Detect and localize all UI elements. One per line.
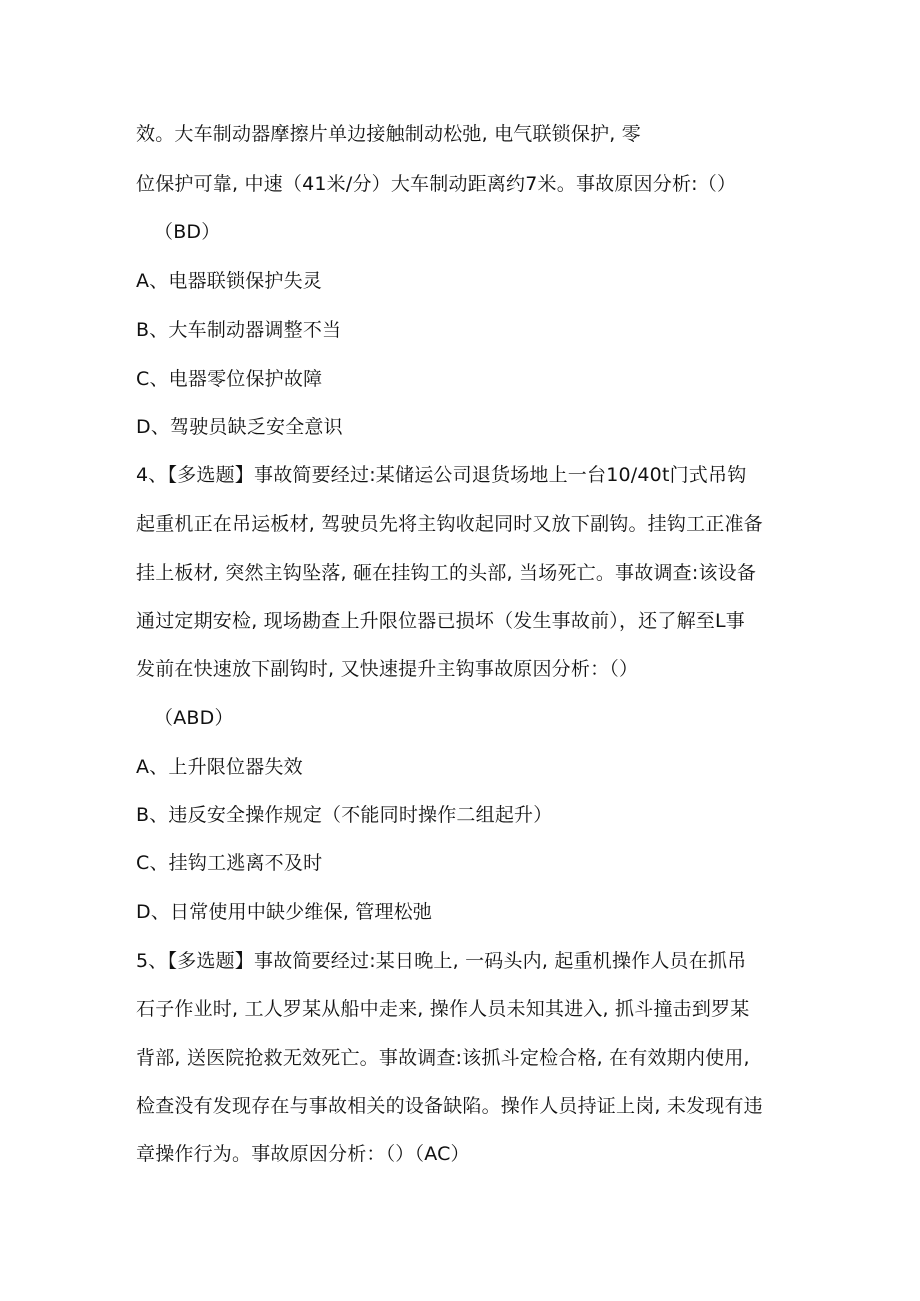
- question-4-line: 挂上板材, 突然主钩坠落, 砸在挂钩工的头部, 当场死亡。事故调查:该设备: [136, 562, 757, 584]
- option-d: D、日常使用中缺少维保, 管理松弛: [136, 901, 433, 923]
- option-b: B、违反安全操作规定（不能同时操作二组起升）: [136, 804, 553, 826]
- question-5-line: 背部, 送医院抢救无效死亡。事故调查:该抓斗定检合格, 在有效期内使用,: [136, 1047, 750, 1069]
- question-4-line: 起重机正在吊运板材, 驾驶员先将主钩收起同时又放下副钩。挂钩工正准备: [136, 513, 763, 535]
- option-a: A、上升限位器失效: [136, 756, 303, 778]
- option-c: C、挂钩工逃离不及时: [136, 852, 323, 874]
- option-c: C、电器零位保护故障: [136, 368, 323, 390]
- text-line: 位保护可靠, 中速（41米/分）大车制动距离约7米。事故原因分析:（）: [136, 173, 737, 195]
- question-5-line: 石子作业时, 工人罗某从船中走来, 操作人员未知其进入, 抓斗撞击到罗某: [136, 998, 750, 1020]
- answer-line: （BD）: [154, 221, 221, 243]
- option-b: B、大车制动器调整不当: [136, 319, 342, 341]
- answer-line: （ABD）: [154, 707, 234, 729]
- question-5-line: 章操作行为。事故原因分析：（）（AC）: [136, 1143, 470, 1165]
- option-a: A、电器联锁保护失灵: [136, 270, 322, 292]
- question-5-line: 检查没有发现存在与事故相关的设备缺陷。操作人员持证上岗, 未发现有违: [136, 1095, 763, 1117]
- text-line: 效。大车制动器摩擦片单边接触制动松弛, 电气联锁保护, 零: [136, 123, 641, 145]
- question-5-line: 5、【多选题】事故简要经过:某日晚上, 一码头内, 起重机操作人员在抓吊: [136, 950, 747, 972]
- question-4-line: 4、【多选题】事故简要经过:某储运公司退货场地上一台10/40t门式吊钩: [136, 464, 747, 486]
- question-4-line: 发前在快速放下副钩时, 又快速提升主钩事故原因分析：（）: [136, 658, 639, 680]
- question-4-line: 通过定期安检, 现场勘查上升限位器已损坏（发生事故前），还了解至L事: [136, 610, 745, 632]
- option-d: D、驾驶员缺乏安全意识: [136, 416, 343, 438]
